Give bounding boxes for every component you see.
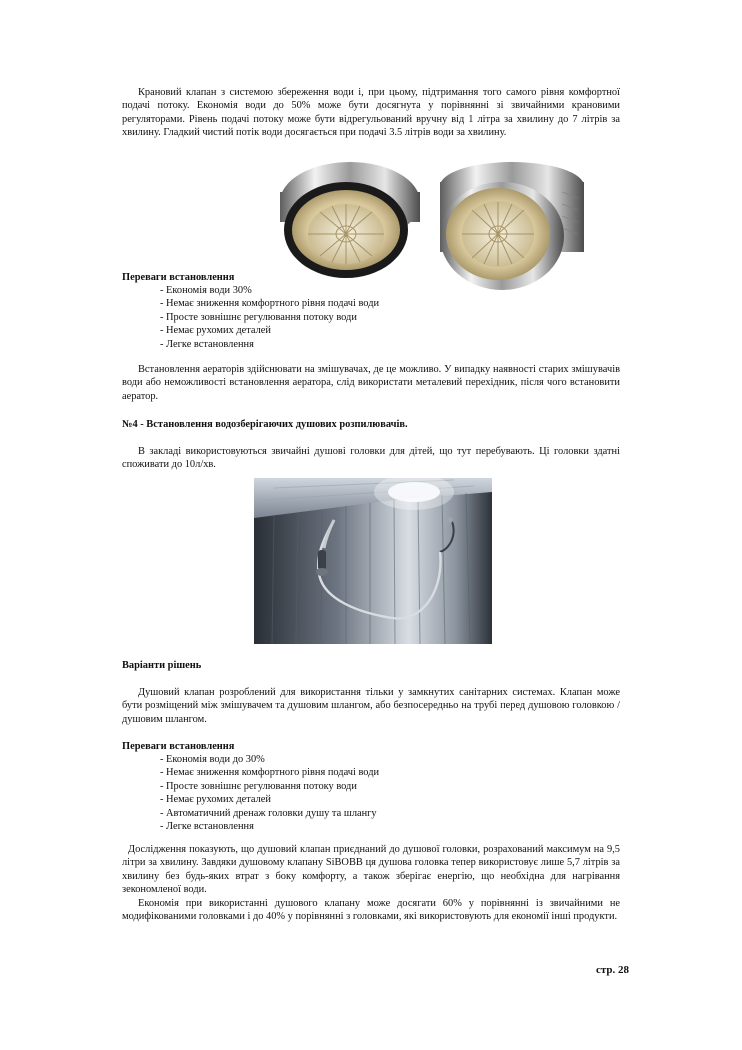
list-item: - Просте зовнішнє регулювання потоку води <box>160 780 357 792</box>
list-item: - Немає зниження комфортного рівня подачі води <box>160 767 380 779</box>
list-item: - Легке встановлення <box>160 820 254 832</box>
economy-paragraph: Економія при використанні душового клапану може досягати 60% у порівнянні із звичайними не модифікованими головками і до 40% у порівнянні з головками, які використовують для економії інші продукти. <box>122 898 620 923</box>
shower-intro-paragraph: В закладі використовуються звичайні душові головки для дітей, що тут перебувають. Ці головки здатні споживати до 10л/хв. <box>122 446 620 471</box>
advantages-heading-1: Переваги встановлення <box>122 272 235 283</box>
aerator-install-paragraph: Встановлення аераторів здійснювати на змішувачах, де це можливо. У випадку наявності старих змішувачів води або неможливості встановлення аератора, слід використати металевий перехідник, після чого встановити аератор. <box>122 364 620 402</box>
list-item: - Економія води 30% <box>160 285 252 296</box>
shower-photo <box>254 478 492 644</box>
shower-valve-paragraph: Душовий клапан розроблений для використання тільки у замкнутих санітарних системах. Клапан може бути розміщений між змішувачем та душовим шлангом, або безпосередньо на трубі перед душовою головкою / душовим шлангом. <box>122 687 620 725</box>
section-4-heading: №4 - Встановлення водозберігаючих душових розпилювачів. <box>122 419 408 430</box>
aerator-photo <box>272 152 592 292</box>
list-item: - Легке встановлення <box>160 338 254 350</box>
aerator-intro-paragraph: Крановий клапан з системою збереження води і, при цьому, підтримання того самого рівня комфортної подачі потоку. Економія води до 50% може бути досягнута у порівнянні зі звичайними крановими регуляторами. Рівень подачі потоку може бути відрегульований вручну від 1 літра за хвилину до 7 літрів за хвилину. Гладкий чистий потік води досягається при подачі 3.5 літрів води за хвилину. <box>122 87 620 139</box>
list-item: - Немає зниження комфортного рівня подачі води <box>160 298 380 310</box>
list-item: - Просте зовнішнє регулювання потоку води <box>160 311 357 323</box>
list-item: - Немає рухомих деталей <box>160 325 271 337</box>
advantages-list-2 <box>160 753 379 833</box>
list-item: - Немає рухомих деталей <box>160 794 271 806</box>
advantages-list-1 <box>160 284 379 351</box>
variants-heading: Варіанти рішень <box>122 660 202 671</box>
page-number: стр. 28 <box>596 964 630 976</box>
research-paragraph: Дослідження показують, що душовий клапан приєднаний до душової головки, розрахований максимум на 9,5 літри за хвилину. Завдяки душовому клапану SiBOBB ця душова головка тепер використовує лише 5,7 літрів за хвилину без будь-яких втрат з боку комфорту, а також зберігає енергію, що необхідна для нагрівання зекономленої води. <box>122 844 620 896</box>
advantages-heading-2: Переваги встановлення <box>122 741 235 752</box>
list-item: - Автоматичний дренаж головки душу та шлангу <box>160 807 377 819</box>
list-item: - Економія води до 30% <box>160 754 265 765</box>
